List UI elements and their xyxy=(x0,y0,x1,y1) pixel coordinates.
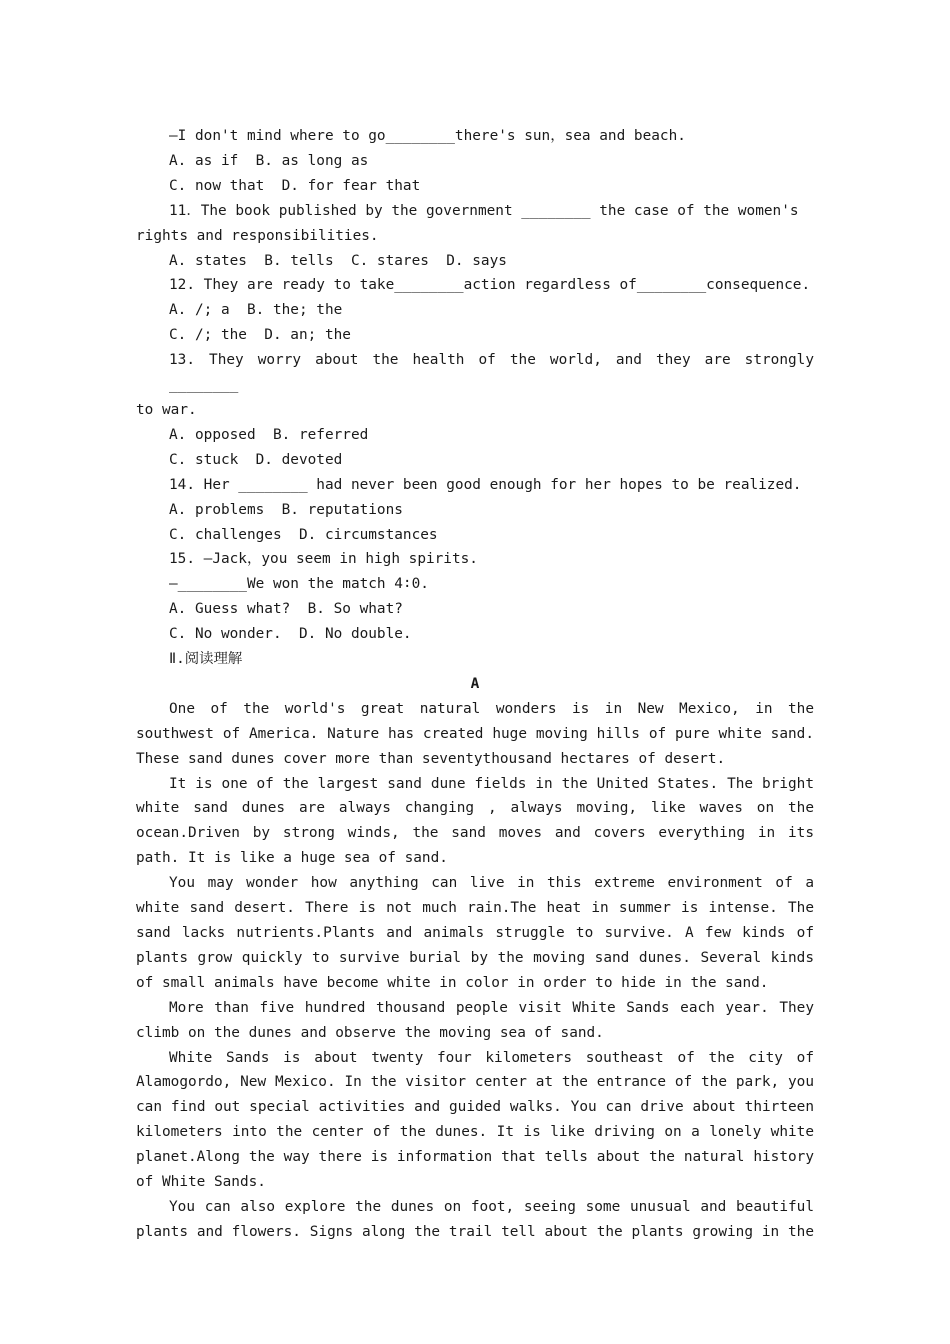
question-13-stem-line-1: 13. They worry about the health of the world, and they are strongly ________ xyxy=(169,352,823,394)
question-13-options-line-2: C. stuck D. devoted xyxy=(169,451,343,468)
passage-paragraph-5: White Sands is about twenty four kilometers southeast of the city of Alamogordo, New Mexico. In the visitor center at the entrance of the park, you can find out special activities and guided walks. You can drive about thirteen kilometers into the center of the dunes. It is like driving on a lonely white planet.Along the way there is information that tells about the natural history of White Sands. xyxy=(136,1049,814,1191)
question-15-stem-line-2: —________We won the match 4∶0. xyxy=(169,576,429,593)
question-14-options-line-1: A. problems B. reputations xyxy=(169,501,403,518)
passage-paragraph-4: More than five hundred thousand people visit White Sands each year. They climb on the dunes and observe the moving sea of sand. xyxy=(136,999,814,1041)
question-13-options-line-1: A. opposed B. referred xyxy=(169,426,369,443)
document-page xyxy=(136,124,823,1245)
section-heading: Ⅱ.阅读理解 xyxy=(169,651,243,668)
question-12-stem: 12. They are ready to take________action regardless of________consequence. xyxy=(169,277,811,294)
question-10-options-line-2: C. now that D. for fear that xyxy=(169,177,421,194)
passage-paragraph-1: One of the world's great natural wonders is in New Mexico, in the southwest of America. Nature has created huge moving hills of pure white sand. These sand dunes cover more than seventythousand hectares of desert. xyxy=(136,700,814,767)
question-15-options-line-1: A. Guess what? B. So what? xyxy=(169,601,403,618)
passage-paragraph-3: You may wonder how anything can live in this extreme environment of a white sand desert. There is not much rain.The heat in summer is intense. The sand lacks nutrients.Plants and animals struggle to survive. A few kinds of plants grow quickly to survive burial by the moving sand dunes. Several kinds of small animals have become white in color in order to hide in the sand. xyxy=(136,875,814,991)
question-12-options-line-2: C. /; the D. an; the xyxy=(169,327,351,344)
question-11-stem-line-1: 11．The book published by the government ________ the case of the women's xyxy=(169,202,799,219)
question-10-stem: —I don't mind where to go________there's sun，sea and beach. xyxy=(169,128,686,144)
passage-label: A xyxy=(470,675,480,692)
question-11-stem-line-2: rights and responsibilities. xyxy=(136,227,379,244)
question-10-options-line-1: A. as if B. as long as xyxy=(169,152,369,169)
passage-paragraph-6: You can also explore the dunes on foot, seeing some unusual and beautiful plants and flowers. Signs along the trail tell about the plants growing in the xyxy=(136,1198,814,1240)
question-12-options-line-1: A. /; a B. the; the xyxy=(169,302,343,319)
question-13-stem-line-2: to war. xyxy=(136,401,197,418)
passage-paragraph-2: It is one of the largest sand dune fields in the United States. The bright white sand dunes are always changing , always moving, like waves on the ocean.Driven by strong winds, the sand moves and covers everything in its path. It is like a huge sea of sand. xyxy=(136,775,814,867)
question-14-stem: 14. Her ________ had never been good enough for her hopes to be realized. xyxy=(169,476,802,493)
question-14-options-line-2: C. challenges D. circumstances xyxy=(169,526,438,543)
question-11-options: A. states B. tells C. stares D. says xyxy=(169,252,507,269)
question-15-stem-line-1: 15. —Jack，you seem in high spirits. xyxy=(169,551,478,568)
question-15-options-line-2: C. No wonder. D. No double. xyxy=(169,626,412,643)
